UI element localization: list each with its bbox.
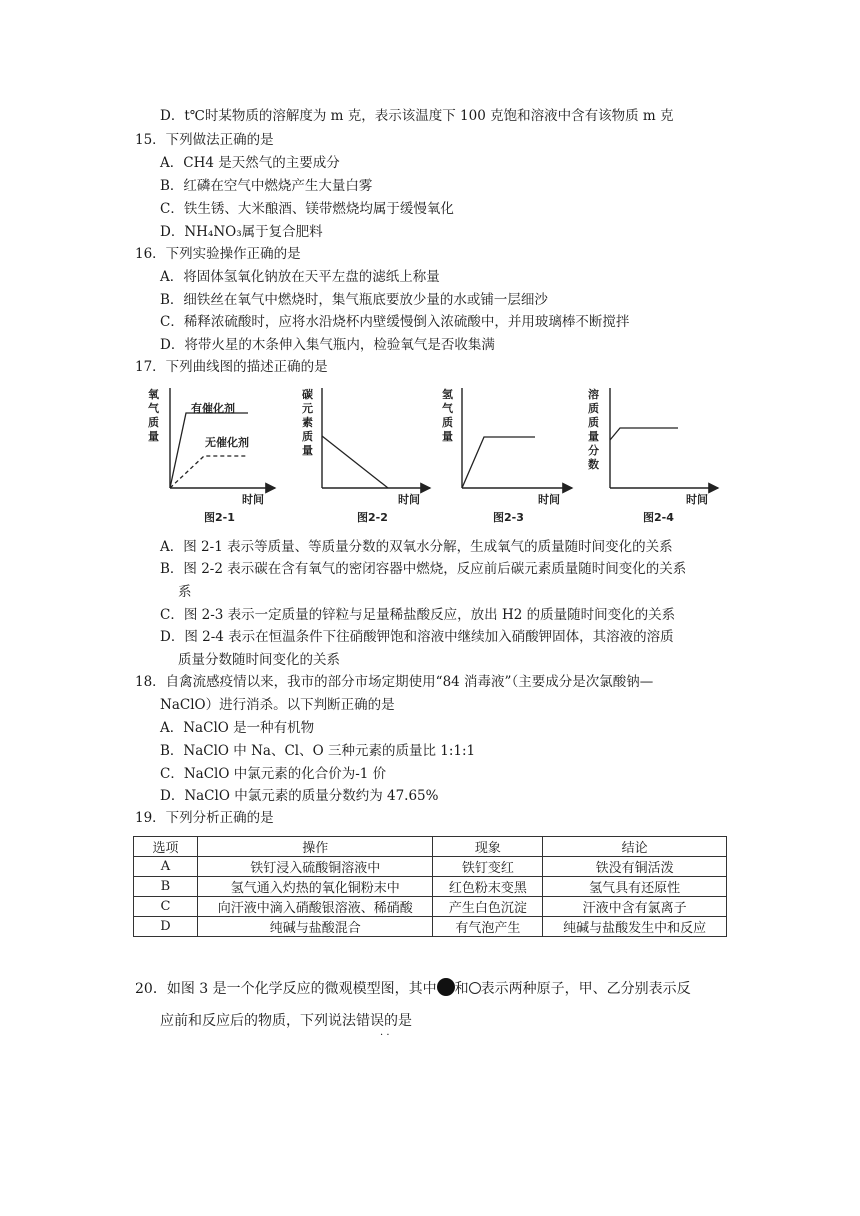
- cell: 氢气具有还原性: [543, 877, 727, 897]
- q20-text-post: 表示两种原子，甲、乙分别表示反: [480, 981, 691, 997]
- q17-option-b: B．图 2-2 表示碳在含有氧气的密闭容器中燃烧，反应前后碳元素质量随时间变化的关系: [160, 561, 687, 577]
- f3-ylabel-3: 量: [442, 430, 453, 443]
- q15-option-a: A．CH4 是天然气的主要成分: [160, 155, 340, 171]
- f1-ylabel-0: 氧: [148, 388, 159, 401]
- header-phenomenon: 现象: [433, 837, 543, 857]
- q15-stem: 15．下列做法正确的是: [135, 132, 274, 148]
- figure-2-2: [302, 387, 430, 524]
- q15-option-d: D．NH₄NO₃属于复合肥料: [160, 224, 323, 240]
- q18-option-c: C．NaClO 中氯元素的化合价为-1 价: [160, 766, 387, 782]
- f4-caption: 图2-4: [643, 511, 674, 524]
- white-atom-icon: [469, 982, 481, 994]
- f3-curve: [462, 437, 535, 488]
- table-header-row: [134, 837, 727, 857]
- q14-option-d: D．t℃时某物质的溶解度为 m 克，表示该温度下 100 克饱和溶液中含有该物质 m 克: [160, 108, 674, 124]
- figure-2-1: [148, 387, 275, 524]
- cell: 铁钉变红: [433, 857, 543, 877]
- cell: 铁没有铜活泼: [543, 857, 727, 877]
- table-row: [134, 857, 727, 877]
- q16-stem: 16．下列实验操作正确的是: [135, 246, 301, 262]
- q18-stem-line2: NaClO）进行消杀。以下判断正确的是: [160, 697, 395, 713]
- table-row: [134, 877, 727, 897]
- f1-label-catalyst: 有催化剂: [191, 402, 235, 415]
- q18-option-b: B．NaClO 中 Na、Cl、O 三种元素的质量比 1:1:1: [160, 743, 476, 759]
- f3-ylabel-2: 质: [442, 416, 453, 429]
- f2-xlabel: 时间: [398, 493, 420, 506]
- q19-table: [133, 836, 727, 937]
- q16-option-b: B．细铁丝在氧气中燃烧时，集气瓶底要放少量的水或铺一层细沙: [160, 292, 548, 308]
- cell: 产生白色沉淀: [433, 897, 543, 917]
- f4-ylabel-1: 质: [588, 402, 599, 415]
- q17-option-b-cont: 系: [178, 584, 192, 600]
- f2-ylabel-4: 量: [302, 444, 313, 457]
- header-conclusion: 结论: [543, 837, 727, 857]
- q15-option-b: B．红磷在空气中燃烧产生大量白雾: [160, 178, 373, 194]
- f2-ylabel-1: 元: [302, 402, 313, 415]
- f2-curve: [322, 436, 388, 488]
- f4-curve: [610, 428, 678, 440]
- header-operation: 操作: [197, 837, 433, 857]
- f4-ylabel-5: 数: [588, 458, 599, 471]
- q17-option-d-cont: 质量分数随时间变化的关系: [178, 652, 340, 668]
- q19-stem: 19．下列分析正确的是: [135, 810, 274, 826]
- cell: 红色粉末变黑: [433, 877, 543, 897]
- q16-option-c: C．稀释浓硫酸时，应将水沿烧杯内壁缓慢倒入浓硫酸中，并用玻璃棒不断搅拌: [160, 314, 630, 330]
- f4-ylabel-2: 质: [588, 416, 599, 429]
- table-row: [134, 917, 727, 937]
- cell: C: [134, 897, 198, 917]
- black-atom-icon: [437, 978, 455, 996]
- f4-ylabel-0: 溶: [588, 388, 599, 401]
- f3-ylabel-1: 气: [442, 402, 453, 415]
- f4-ylabel-3: 量: [588, 430, 599, 443]
- cell: B: [134, 877, 198, 897]
- f3-ylabel-0: 氢: [442, 388, 453, 401]
- f1-curve-no-catalyst: [170, 456, 248, 488]
- cell: D: [134, 917, 198, 937]
- q20-emphasis-dots: · ·: [380, 1030, 390, 1041]
- f1-ylabel-2: 质: [148, 416, 159, 429]
- q18-option-a: A．NaClO 是一种有机物: [160, 720, 315, 736]
- q17-option-a: A．图 2-1 表示等质量、等质量分数的双氧水分解，生成氧气的质量随时间变化的关系: [160, 539, 673, 555]
- cell: 有气泡产生: [433, 917, 543, 937]
- q15-option-c: C．铁生锈、大米酿酒、镁带燃烧均属于缓慢氧化: [160, 201, 454, 217]
- q16-option-a: A．将固体氢氧化钠放在天平左盘的滤纸上称量: [160, 269, 440, 285]
- f1-label-no-catalyst: 无催化剂: [205, 436, 249, 449]
- q17-option-c: C．图 2-3 表示一定质量的锌粒与足量稀盐酸反应，放出 H2 的质量随时间变化的关系: [160, 607, 676, 623]
- cell: 向汗液中滴入硝酸银溶液、稀硝酸: [197, 897, 433, 917]
- q17-stem: 17．下列曲线图的描述正确的是: [135, 359, 328, 375]
- cell: 汗液中含有氯离子: [543, 897, 727, 917]
- cell: 纯碱与盐酸混合: [197, 917, 433, 937]
- f4-ylabel-4: 分: [588, 444, 599, 457]
- f3-xlabel: 时间: [538, 493, 560, 506]
- q17-option-d: D．图 2-4 表示在恒温条件下往硝酸钾饱和溶液中继续加入硝酸钾固体，其溶液的溶质: [160, 629, 674, 645]
- q17-figure-set: [140, 380, 730, 530]
- q16-option-d: D．将带火星的木条伸入集气瓶内，检验氧气是否收集满: [160, 337, 495, 353]
- f4-xlabel: 时间: [686, 493, 708, 506]
- q20-stem-line2: 应前和反应后的物质，下列说法错误的是: [160, 1013, 412, 1029]
- cell: A: [134, 857, 198, 877]
- q20-text-pre: 20．如图 3 是一个化学反应的微观模型图，其中: [135, 981, 437, 997]
- f1-ylabel-3: 量: [148, 430, 159, 443]
- f2-ylabel-2: 素: [302, 416, 313, 429]
- f1-xlabel: 时间: [242, 493, 264, 506]
- cell: 氢气通入灼热的氧化铜粉末中: [197, 877, 433, 897]
- cell: 纯碱与盐酸发生中和反应: [543, 917, 727, 937]
- header-option: 选项: [134, 837, 198, 857]
- f2-caption: 图2-2: [357, 511, 388, 524]
- f1-caption: 图2-1: [204, 511, 235, 524]
- figure-2-3: [442, 387, 572, 524]
- f2-ylabel-3: 质: [302, 430, 313, 443]
- q20-stem-line1: [135, 978, 691, 998]
- table-row: [134, 897, 727, 917]
- q18-option-d: D．NaClO 中氯元素的质量分数约为 47.65%: [160, 788, 439, 804]
- q18-stem-line1: 18．自禽流感疫情以来，我市的部分市场定期使用“84 消毒液”（主要成分是次氯酸钠—: [135, 674, 654, 690]
- q20-text-mid: 和: [454, 981, 469, 997]
- q17-figures: [140, 380, 730, 530]
- f1-ylabel-1: 气: [148, 402, 159, 415]
- figure-2-4: [588, 387, 718, 524]
- cell: 铁钉浸入硫酸铜溶液中: [197, 857, 433, 877]
- f3-caption: 图2-3: [493, 511, 524, 524]
- f2-ylabel-0: 碳: [302, 388, 313, 401]
